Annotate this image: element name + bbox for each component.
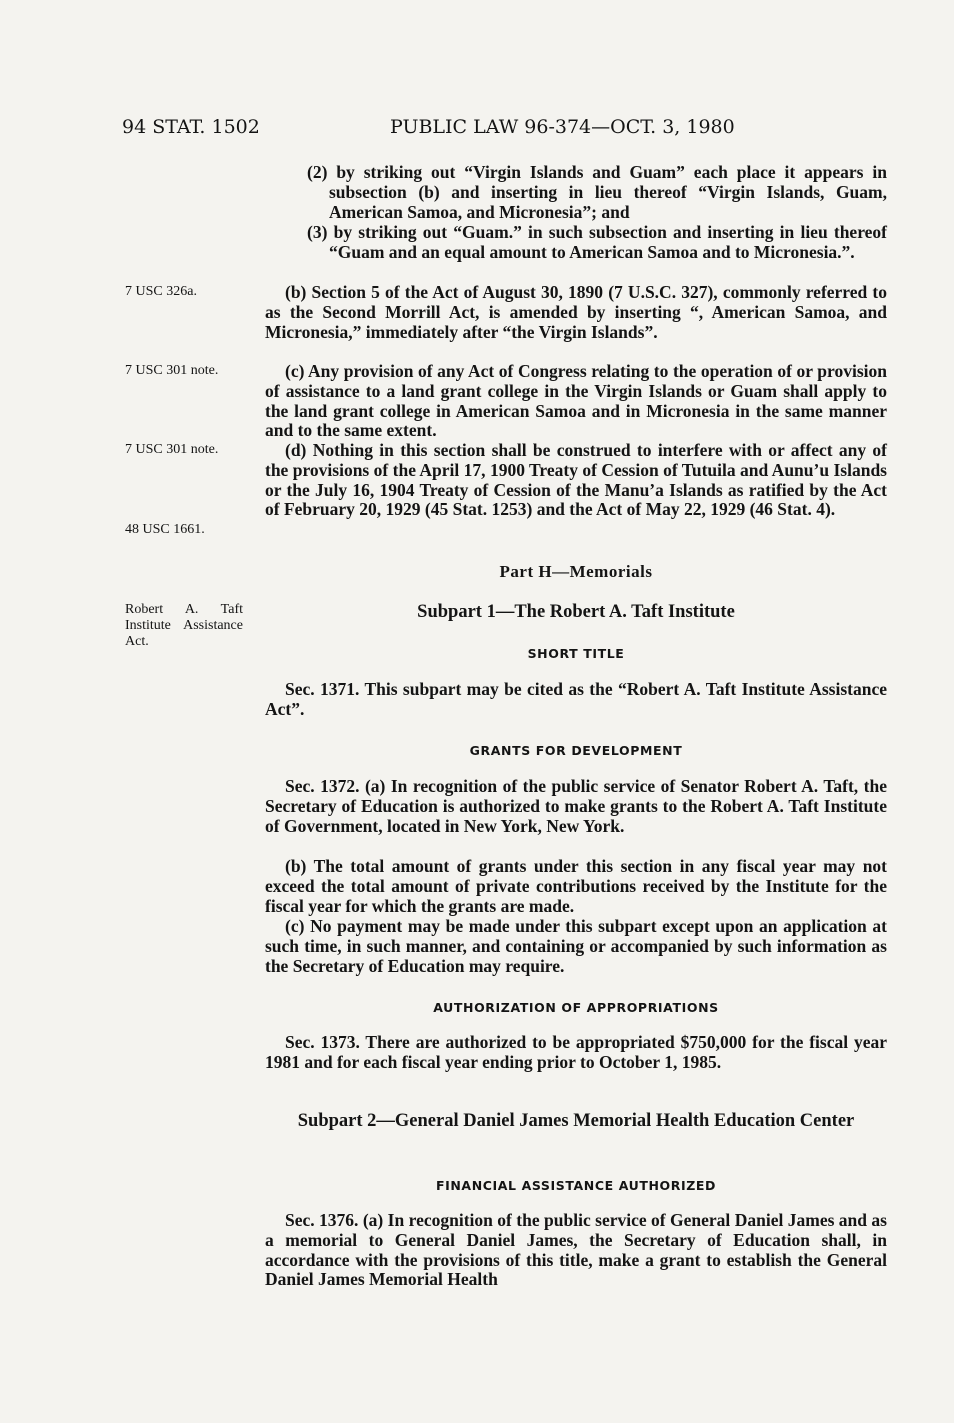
margin-note-48usc1661: 48 USC 1661. — [125, 522, 205, 537]
paragraph-d: (d) Nothing in this section shall be construed to interfere with or affect any of the provisions of the April 17, 1900 Treaty of Cession of Tutuila and Aunu’u Islands or the July 16, 1904 Treaty of Cession of the Manu’a Islands as ratified by the Act of February 20, 1929 (45 Stat. 1253) and the Act of May 22, 1929 (46 Stat. 4). — [265, 440, 887, 520]
financial-assistance-heading: FINANCIAL ASSISTANCE AUTHORIZED — [435, 1178, 717, 1193]
subpart-1-heading: Subpart 1—The Robert A. Taft Institute — [417, 602, 735, 622]
authorization-heading: AUTHORIZATION OF APPROPRIATIONS — [433, 1000, 719, 1015]
list-item-2: (2) by striking out “Virgin Islands and Guam” each place it appears in subsection (b) and inserting in lieu thereof “Virgin Islands, Guam, American Samoa, and Micronesia”; and — [307, 162, 887, 222]
section-1371: Sec. 1371. This subpart may be cited as the “Robert A. Taft Institute Assistance Act”. — [265, 679, 887, 719]
section-1372-b: (b) The total amount of grants under this section in any fiscal year may not exceed the total amount of private contributions received by the Institute for the fiscal year for which the grants are made. — [265, 856, 887, 916]
margin-note-7usc301-second: 7 USC 301 note. — [125, 442, 219, 457]
margin-note-taft-act: Robert A. Taft Institute Assistance Act. — [125, 602, 243, 649]
public-law-title: PUBLIC LAW 96-374—OCT. 3, 1980 — [390, 116, 735, 138]
section-1376-a: Sec. 1376. (a) In recognition of the public service of General Daniel James and as a memorial to General Daniel James, the Secretary of Education shall, in accordance with the provisions of this title, make a grant to establish the General Daniel James Memorial Health — [265, 1210, 887, 1290]
section-1372-a: Sec. 1372. (a) In recognition of the public service of Senator Robert A. Taft, the Secretary of Education is authorized to make grants to the Robert A. Taft Institute of Government, located in New York, New York. — [265, 776, 887, 836]
statute-page-number: 94 STAT. 1502 — [122, 116, 260, 138]
subpart-2-heading: Subpart 2—General Daniel James Memorial Health Education Center — [297, 1111, 855, 1131]
list-item-3: (3) by striking out “Guam.” in such subsection and inserting in lieu thereof “Guam and an equal amount to American Samoa and to Micronesia.”. — [307, 222, 887, 262]
part-h-heading: Part H—Memorials — [499, 562, 653, 581]
section-1373: Sec. 1373. There are authorized to be appropriated $750,000 for the fiscal year 1981 and for each fiscal year ending prior to October 1, 1985. — [265, 1032, 887, 1072]
margin-note-7usc301-first: 7 USC 301 note. — [125, 363, 219, 378]
paragraph-c: (c) Any provision of any Act of Congress relating to the operation of or provision of assistance to a land grant college in the Virgin Islands or Guam shall apply to the land grant college in American Samoa and in Micronesia in the same manner and to the same extent. — [265, 361, 887, 441]
margin-note-7usc326a: 7 USC 326a. — [125, 284, 197, 299]
paragraph-b: (b) Section 5 of the Act of August 30, 1890 (7 U.S.C. 327), commonly referred to as the Second Morrill Act, is amended by inserting “, American Samoa, and Micronesia,” immediately after “the Virgin Islands”. — [265, 282, 887, 342]
section-1372-c: (c) No payment may be made under this subpart except upon an application at such time, in such manner, and containing or accompanied by such information as the Secretary of Education may require. — [265, 916, 887, 976]
short-title-heading: SHORT TITLE — [527, 646, 625, 661]
page-header — [122, 116, 886, 144]
grants-heading: GRANTS FOR DEVELOPMENT — [469, 743, 683, 758]
